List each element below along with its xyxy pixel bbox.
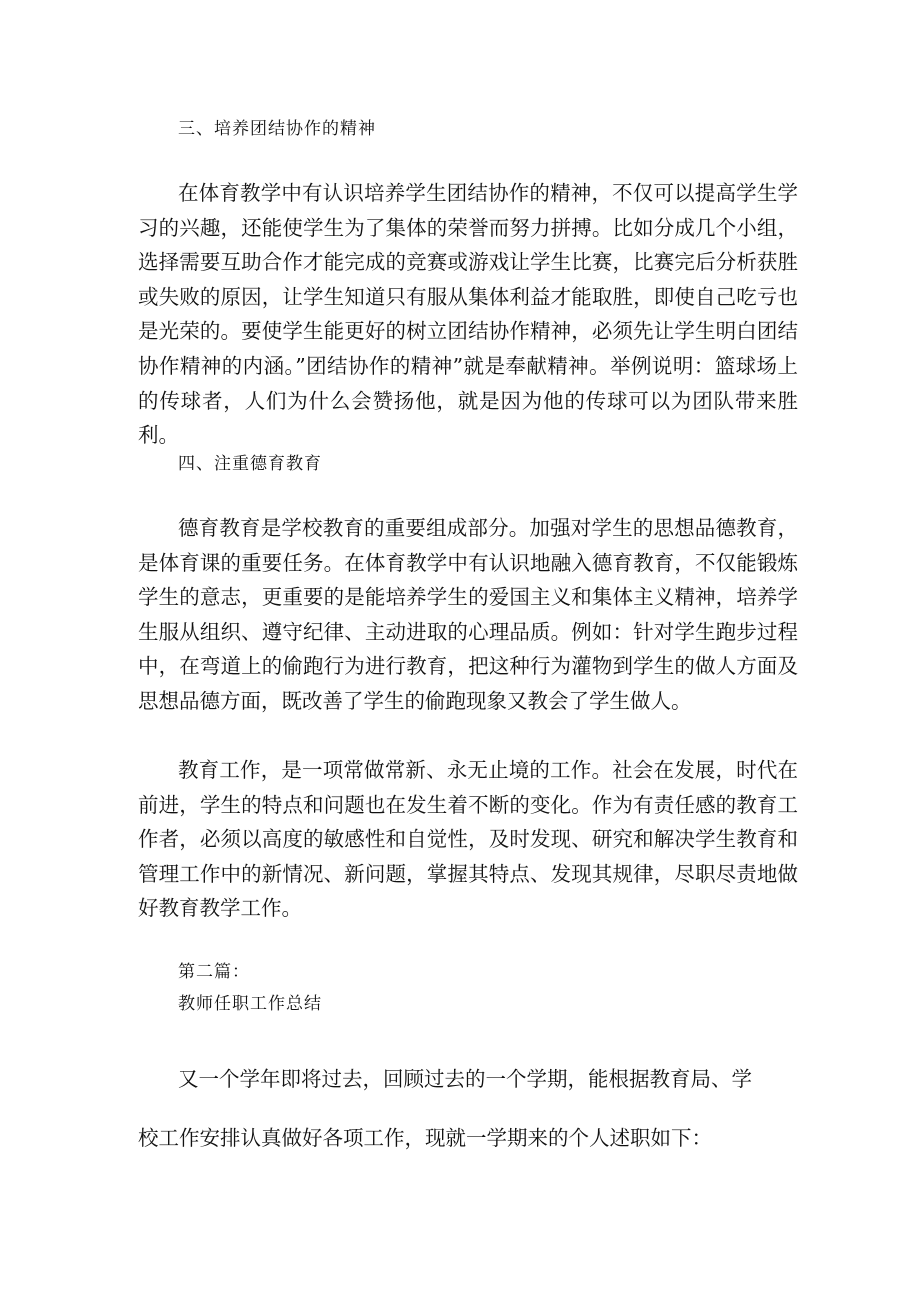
paragraph-moral-education: 德育教育是学校教育的重要组成部分。加强对学生的思想品德教育，是体育课的重要任务。在体育教学中有认识地融入德育教育，不仅能锻炼学生的意志，更重要的是能培养学生的爱国主义和集体主义精神，培养学生服从组织、遵守纪律、主动进取的心理品质。例如：针对学生跑步过程中，在弯道上的偷跑行为进行教育，把这种行为灌物到学生的做人方面及思想品德方面，既改善了学生的偷跑现象又教会了学生做人。	[138, 516, 798, 713]
part-label: 第二篇：	[178, 962, 250, 982]
section-heading-4: 四、注重德育教育	[178, 454, 322, 474]
paragraph-education-work: 教育工作，是一项常做常新、永无止境的工作。社会在发展，时代在前进，学生的特点和问题也在发生着不断的变化。作为有责任感的教育工作者，必须以高度的敏感性和自觉性，及时发现、研究和解决学生教育和管理工作中的新情况、新问题，掌握其特点、发现其规律，尽职尽责地做好教育教学工作。	[138, 758, 798, 921]
paragraph-team-spirit: 在体育教学中有认识培养学生团结协作的精神，不仅可以提高学生学习的兴趣，还能使学生为了集体的荣誉而努力拼搏。比如分成几个小组，选择需要互助合作才能完成的竞赛或游戏让学生比赛，比赛完后分析获胜或失败的原因，让学生知道只有服从集体利益才能取胜，即使自己吃亏也是光荣的。要使学生能更好的树立团结协作精神，必须先让学生明白团结协作精神的内涵。”团结协作的精神”就是奉献精神。举例说明：篮球场上的传球者，人们为什么会赞扬他，就是因为他的传球可以为团队带来胜利。	[138, 181, 798, 448]
summary-line-2: 校工作安排认真做好各项工作，现就一学期来的个人述职如下：	[138, 1126, 712, 1150]
summary-line-1: 又一个学年即将过去，回顾过去的一个学期，能根据教育局、学	[178, 1067, 752, 1091]
part-title: 教师任职工作总结	[178, 994, 322, 1014]
section-heading-3: 三、培养团结协作的精神	[178, 119, 376, 139]
